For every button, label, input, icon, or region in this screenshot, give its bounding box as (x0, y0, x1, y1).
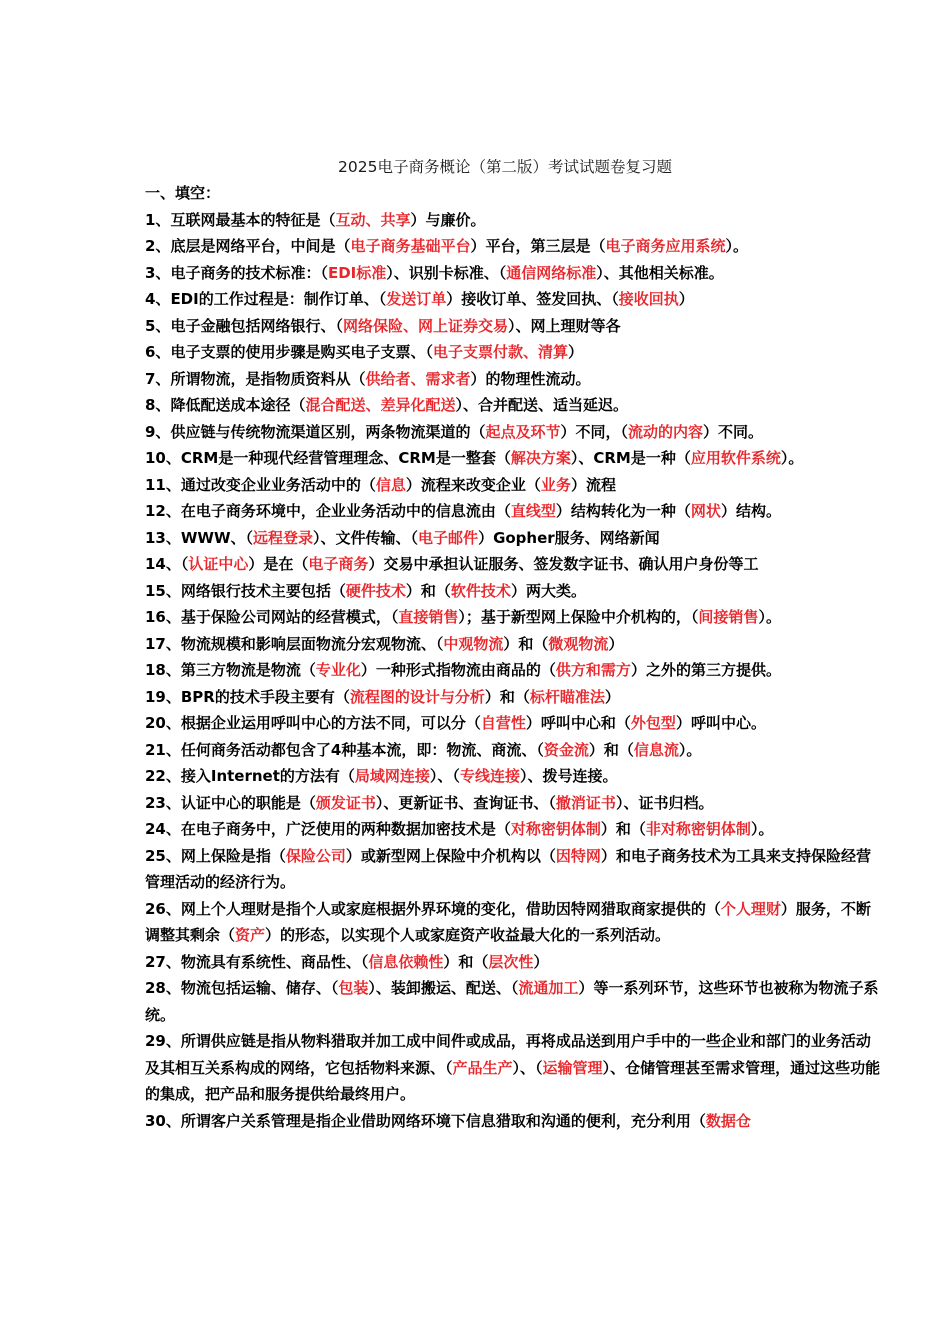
question-text: 互联网最基本的特征是（ (170, 210, 336, 229)
question-number: 1、 (145, 210, 171, 229)
answer-text: 电子支票付款、清算 (432, 343, 568, 361)
question-text: 网上个人理财是指个人或家庭根据外界环境的变化，借助因特网猎取商家提供的（ (180, 899, 721, 918)
answer-text: 资产 (235, 926, 266, 944)
question-text: 在电子商务中，广泛使用的两种数据加密技术是（ (180, 820, 511, 838)
question-text: 接入Internet的方法有（ (180, 767, 355, 785)
question-text: ）的形态，以实现个人或家庭资产收益最大化的一系列活动。 (265, 926, 671, 944)
section-heading: 一、填空： (145, 184, 221, 202)
question-number: 15、 (145, 581, 181, 600)
question-text: 任何商务活动都包含了4种基本流，即：物流、商流、（ (180, 740, 544, 759)
question-text: ）流程来改变企业（ (405, 475, 541, 494)
answer-text: 保险公司 (285, 846, 346, 865)
question-number: 24、 (145, 820, 181, 838)
question-item (145, 445, 885, 472)
question-text: 基于保险公司网站的经营模式，（ (180, 608, 399, 626)
question-text: 电子金融包括网络银行、（ (170, 316, 343, 335)
question-text: ）呼叫中心和（ (525, 714, 631, 732)
question-text: 所谓供应链是指从物料猎取并加工成中间件或成品，再将成品送到用户手中的一些企业和部门的业务活动及其相互关系构成的网络，它包括物料来源、（ (145, 1032, 871, 1077)
question-item (145, 816, 885, 843)
answer-text: 对称密钥体制 (510, 820, 601, 838)
answer-text: 信息 (375, 475, 406, 494)
question-text: ）两大类。 (510, 581, 586, 600)
question-item (145, 339, 885, 366)
answer-text: 网络保险、网上证券交易 (342, 316, 508, 335)
question-number: 6、 (145, 343, 171, 361)
question-item (145, 975, 885, 1028)
question-text: 在电子商务环境中，企业业务活动中的信息流由（ (180, 502, 511, 520)
answer-text: 局域网连接 (354, 767, 430, 785)
question-text: ）和（ (405, 581, 451, 600)
answer-text: 信息流 (633, 740, 679, 759)
answer-text: 个人理财 (720, 899, 781, 918)
question-text: ）等一系列环节，这些环节也被称为物流子系统。 (145, 979, 879, 1024)
answer-text: 业务 (540, 475, 571, 494)
question-text: 供应链与传统物流渠道区别，两条物流渠道的（ (170, 422, 486, 441)
question-text: WWW、（ (180, 528, 254, 547)
question-text: ）交易中承担认证服务、签发数字证书、确认用户身份等工 (368, 555, 759, 573)
question-text: 所谓物流，是指物质资料从（ (170, 369, 366, 388)
question-item (145, 737, 885, 764)
question-item (145, 710, 885, 737)
question-number: 17、 (145, 634, 181, 653)
answer-text: 非对称密钥体制 (645, 820, 751, 838)
answer-text: 颁发证书 (315, 793, 376, 812)
answer-text: 微观物流 (548, 634, 609, 653)
question-number: 3、 (145, 263, 171, 282)
answer-text: 接收回执 (618, 290, 679, 308)
question-list (145, 207, 885, 1135)
question-text: ）、（ (429, 767, 460, 785)
question-text: ） (608, 634, 624, 653)
question-item (145, 657, 885, 684)
question-text: ）、CRM是一种（ (570, 449, 691, 467)
question-text: ）、合并配送、适当延迟。 (455, 396, 628, 414)
answer-text: 产品生产 (452, 1058, 513, 1077)
answer-text: 中观物流 (443, 634, 504, 653)
question-text: 电子商务的技术标准：（ (170, 263, 328, 282)
question-text: ）Gopher服务、网络新闻 (478, 528, 660, 547)
question-text: ）之外的第三方提供。 (630, 661, 781, 679)
question-item (145, 313, 885, 340)
question-item (145, 1108, 885, 1135)
question-text: ）、文件传输、（ (313, 528, 419, 547)
question-text: ）的物理性流动。 (470, 369, 591, 388)
question-text: ）和（ (600, 820, 646, 838)
question-item (145, 684, 885, 711)
question-text: ） (678, 290, 694, 308)
question-text: 底层是网络平台，中间是（ (170, 237, 351, 255)
question-number: 22、 (145, 767, 181, 785)
answer-text: EDI标准 (327, 263, 387, 282)
question-text: ）和电子商务技术为工具来支持保险经营管理活动的经济行为。 (145, 846, 871, 891)
question-item (145, 604, 885, 631)
question-text: ）结构转化为一种（ (555, 502, 691, 520)
question-number: 13、 (145, 528, 181, 547)
question-item (145, 763, 885, 790)
question-text: ） (533, 952, 549, 971)
answer-text: 通信网络标准 (506, 263, 597, 282)
question-text: ）、识别卡标准、（ (386, 263, 507, 282)
question-text: ）和（ (503, 634, 549, 653)
question-text: ）。 (750, 820, 774, 838)
question-item (145, 790, 885, 817)
answer-text: 远程登录 (253, 528, 314, 547)
question-text: ）与廉价。 (410, 210, 486, 229)
question-text: 物流规模和影响层面物流分宏观物流、（ (180, 634, 444, 653)
question-text: （ (180, 555, 189, 573)
question-text: ）。 (725, 237, 749, 255)
answer-text: 层次性 (488, 952, 534, 971)
answer-text: 电子邮件 (418, 528, 479, 547)
answer-text: 运输管理 (542, 1058, 603, 1077)
question-text: ）不同。 (703, 422, 764, 441)
question-text: 所谓客户关系管理是指企业借助网络环境下信息猎取和沟通的便利，充分利用（ (180, 1111, 706, 1130)
question-number: 9、 (145, 422, 171, 441)
answer-text: 应用软件系统 (690, 449, 781, 467)
question-item (145, 366, 885, 393)
question-item (145, 207, 885, 234)
question-text: 降低配送成本途径（ (170, 396, 306, 414)
answer-text: 起点及环节 (485, 422, 561, 441)
answer-text: 数据仓 (705, 1111, 751, 1130)
question-text: 物流包括运输、储存、（ (180, 979, 339, 997)
question-item (145, 419, 885, 446)
question-number: 29、 (145, 1032, 181, 1050)
answer-text: 资金流 (543, 740, 589, 759)
question-text: ） (604, 687, 620, 706)
question-item (145, 260, 885, 287)
question-number: 30、 (145, 1111, 181, 1130)
question-text: ）。 (758, 608, 781, 626)
answer-text: 标杆瞄准法 (529, 687, 605, 706)
answer-text: 专业化 (315, 661, 361, 679)
question-number: 18、 (145, 661, 181, 679)
answer-text: 流动的内容 (627, 422, 703, 441)
question-item (145, 472, 885, 499)
question-number: 10、 (145, 449, 181, 467)
question-text: ）、（ (512, 1058, 543, 1077)
question-item (145, 578, 885, 605)
page-title: 2025电子商务概论（第二版）考试试题卷复习题 (338, 158, 672, 176)
question-number: 2、 (145, 237, 171, 255)
question-text: ）结构。 (720, 502, 781, 520)
question-item (145, 949, 885, 976)
question-text: 认证中心的职能是（ (180, 793, 316, 812)
question-text: ）、其他相关标准。 (596, 263, 724, 282)
question-text: ）流程 (570, 475, 616, 494)
question-number: 12、 (145, 502, 181, 520)
answer-text: 解决方案 (510, 449, 571, 467)
answer-text: 互动、共享 (335, 210, 411, 229)
answer-text: 供给者、需求者 (365, 369, 471, 388)
question-text: ）接收订单、签发回执、（ (446, 290, 619, 308)
question-number: 23、 (145, 793, 181, 812)
question-number: 8、 (145, 396, 171, 414)
answer-text: 直接销售 (398, 608, 459, 626)
question-text: ）、装卸搬运、配送、（ (368, 979, 519, 997)
question-item (145, 525, 885, 552)
question-item (145, 843, 885, 896)
question-text: 电子支票的使用步骤是购买电子支票、（ (170, 343, 433, 361)
answer-text: 流通加工 (518, 979, 579, 997)
answer-text: 流程图的设计与分析 (349, 687, 485, 706)
answer-text: 间接销售 (698, 608, 759, 626)
question-text: ）呼叫中心。 (675, 714, 766, 732)
question-text: 第三方物流是物流（ (180, 661, 316, 679)
question-text: ）一种形式指物流由商品的（ (360, 661, 556, 679)
question-number: 27、 (145, 952, 181, 971)
answer-text: 信息依赖性 (368, 952, 444, 971)
question-text: ）。 (780, 449, 804, 467)
question-text: 网上保险是指（ (180, 846, 286, 865)
answer-text: 软件技术 (450, 581, 511, 600)
question-number: 20、 (145, 714, 181, 732)
answer-text: 因特网 (555, 846, 601, 865)
answer-text: 包装 (338, 979, 369, 997)
question-text: ）；基于新型网上保险中介机构的，（ (458, 608, 699, 626)
question-number: 7、 (145, 369, 171, 388)
question-item (145, 631, 885, 658)
question-text: ）平台，第三层是（ (470, 237, 606, 255)
question-text: 网络银行技术主要包括（ (180, 581, 346, 600)
question-text: ）和（ (484, 687, 530, 706)
answer-text: 自营性 (480, 714, 526, 732)
question-number: 4、 (145, 290, 171, 308)
answer-text: 直线型 (510, 502, 556, 520)
question-number: 5、 (145, 316, 171, 335)
answer-text: 专线连接 (459, 767, 520, 785)
question-item (145, 896, 885, 949)
question-number: 14、 (145, 555, 181, 573)
question-text: 物流具有系统性、商品性、（ (180, 952, 369, 971)
question-number: 19、 (145, 687, 181, 706)
answer-text: 认证中心 (188, 555, 249, 573)
question-text: ） (567, 343, 583, 361)
question-number: 26、 (145, 899, 181, 918)
question-text: ）、拨号连接。 (519, 767, 618, 785)
question-number: 25、 (145, 846, 181, 865)
question-item (145, 551, 885, 578)
question-text: ）是在（ (248, 555, 309, 573)
question-text: EDI的工作过程是：制作订单、（ (170, 290, 387, 308)
answer-text: 电子商务 (308, 555, 369, 573)
document-body (145, 180, 885, 1134)
question-text: ）和（ (588, 740, 634, 759)
answer-text: 硬件技术 (345, 581, 406, 600)
answer-text: 电子商务应用系统 (605, 237, 726, 255)
question-item (145, 1028, 885, 1108)
question-item (145, 286, 885, 313)
answer-text: 外包型 (630, 714, 676, 732)
question-number: 11、 (145, 475, 181, 494)
question-number: 16、 (145, 608, 181, 626)
answer-text: 供方和需方 (555, 661, 631, 679)
answer-text: 电子商务基础平台 (350, 237, 471, 255)
question-text: ）、网上理财等各 (507, 316, 621, 335)
question-item (145, 233, 885, 260)
question-text: ）、更新证书、查询证书、（ (375, 793, 556, 812)
answer-text: 撤消证书 (555, 793, 616, 812)
answer-text: 网状 (690, 502, 721, 520)
question-number: 21、 (145, 740, 181, 759)
answer-text: 混合配送、差异化配送 (305, 396, 456, 414)
question-text: ）服务，不断调整其剩余（ (145, 899, 871, 944)
question-text: ）、证书归档。 (615, 793, 714, 812)
question-text: ）、仓储管理甚至需求管理，通过这些功能的集成，把产品和服务提供给最终用户。 (145, 1058, 881, 1103)
question-text: ）和（ (443, 952, 489, 971)
question-text: ）或新型网上保险中介机构以（ (345, 846, 556, 865)
question-text: ）。 (678, 740, 702, 759)
question-text: 根据企业运用呼叫中心的方法不同，可以分（ (180, 714, 481, 732)
question-text: ）不同，（ (560, 422, 628, 441)
question-number: 28、 (145, 979, 181, 997)
question-item (145, 498, 885, 525)
question-item (145, 392, 885, 419)
question-text: BPR的技术手段主要有（ (180, 687, 350, 706)
question-text: CRM是一种现代经营管理理念、CRM是一整套（ (180, 449, 511, 467)
answer-text: 发送订单 (386, 290, 447, 308)
question-text: 通过改变企业业务活动中的（ (180, 475, 376, 494)
